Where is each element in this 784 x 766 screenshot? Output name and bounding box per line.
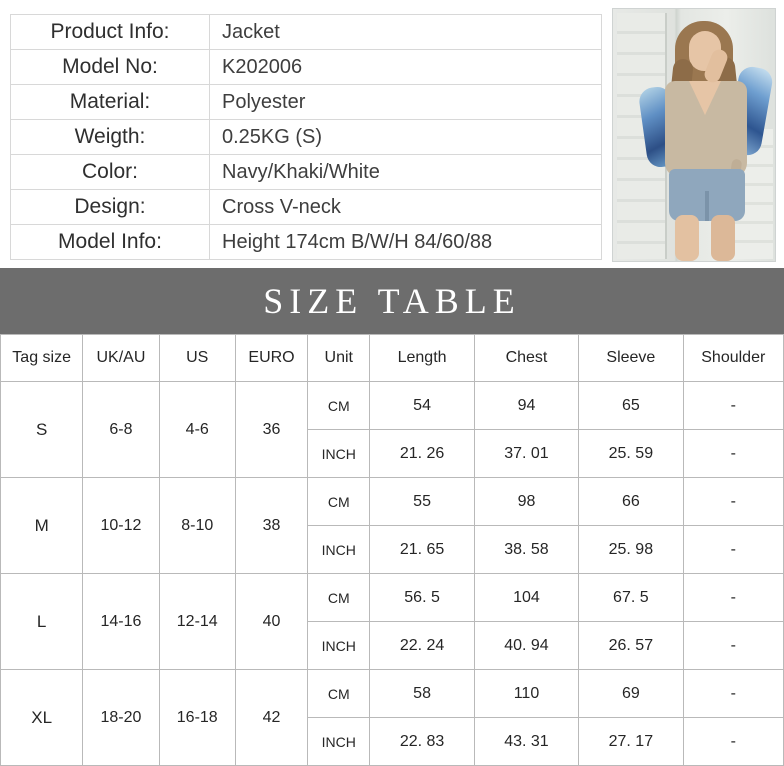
cell-us: 12-14 <box>159 574 235 670</box>
cell-uk-au: 6-8 <box>83 382 159 478</box>
cell-tag-size: M <box>1 478 83 574</box>
cell-sleeve: 25. 59 <box>579 430 683 478</box>
cell-chest: 38. 58 <box>474 526 578 574</box>
table-row <box>11 120 602 155</box>
cell-chest: 104 <box>474 574 578 622</box>
table-row <box>1 382 784 430</box>
column-header-us: US <box>159 335 235 382</box>
size-table <box>0 334 784 766</box>
cell-length: 22. 24 <box>370 622 474 670</box>
cell-length: 21. 65 <box>370 526 474 574</box>
column-header-sleeve: Sleeve <box>579 335 683 382</box>
product-info-value: K202006 <box>210 50 602 85</box>
product-info-value: 0.25KG (S) <box>210 120 602 155</box>
cell-uk-au: 18-20 <box>83 670 159 766</box>
size-table-title-band <box>0 268 784 334</box>
cell-shoulder: - <box>683 574 783 622</box>
cell-unit: INCH <box>308 718 370 766</box>
cell-tag-size: XL <box>1 670 83 766</box>
column-header-euro: EURO <box>235 335 307 382</box>
cell-uk-au: 14-16 <box>83 574 159 670</box>
cell-sleeve: 26. 57 <box>579 622 683 670</box>
product-info-section <box>0 0 784 268</box>
cell-unit: CM <box>308 574 370 622</box>
model-photo <box>612 8 776 262</box>
cell-us: 16-18 <box>159 670 235 766</box>
product-info-label: Design: <box>11 190 210 225</box>
cell-shoulder: - <box>683 382 783 430</box>
cell-length: 58 <box>370 670 474 718</box>
table-row <box>11 225 602 260</box>
cell-shoulder: - <box>683 718 783 766</box>
product-info-value: Navy/Khaki/White <box>210 155 602 190</box>
product-info-label: Model Info: <box>11 225 210 260</box>
product-info-label: Model No: <box>11 50 210 85</box>
product-info-label: Color: <box>11 155 210 190</box>
cell-sleeve: 25. 98 <box>579 526 683 574</box>
cell-chest: 37. 01 <box>474 430 578 478</box>
cell-uk-au: 10-12 <box>83 478 159 574</box>
cell-chest: 43. 31 <box>474 718 578 766</box>
cell-length: 22. 83 <box>370 718 474 766</box>
cell-chest: 98 <box>474 478 578 526</box>
page-title: SIZE TABLE <box>263 281 521 321</box>
table-row <box>11 155 602 190</box>
product-info-value: Cross V-neck <box>210 190 602 225</box>
cell-shoulder: - <box>683 670 783 718</box>
table-row <box>11 50 602 85</box>
cell-length: 54 <box>370 382 474 430</box>
cell-sleeve: 27. 17 <box>579 718 683 766</box>
model-leg-right <box>711 215 735 261</box>
product-info-label: Weigth: <box>11 120 210 155</box>
product-info-label: Material: <box>11 85 210 120</box>
cell-euro: 38 <box>235 478 307 574</box>
cell-tag-size: L <box>1 574 83 670</box>
product-info-value: Jacket <box>210 15 602 50</box>
cell-unit: CM <box>308 670 370 718</box>
table-row <box>11 190 602 225</box>
cell-shoulder: - <box>683 478 783 526</box>
cell-tag-size: S <box>1 382 83 478</box>
table-row <box>1 478 784 526</box>
product-info-label: Product Info: <box>11 15 210 50</box>
table-row <box>1 670 784 718</box>
cell-shoulder: - <box>683 526 783 574</box>
column-header-uk-au: UK/AU <box>83 335 159 382</box>
cell-unit: CM <box>308 382 370 430</box>
cell-sleeve: 65 <box>579 382 683 430</box>
cell-length: 21. 26 <box>370 430 474 478</box>
cell-chest: 40. 94 <box>474 622 578 670</box>
cell-chest: 94 <box>474 382 578 430</box>
size-table-header-row <box>1 335 784 382</box>
column-header-length: Length <box>370 335 474 382</box>
cell-euro: 40 <box>235 574 307 670</box>
cell-shoulder: - <box>683 430 783 478</box>
table-row <box>11 15 602 50</box>
cell-sleeve: 67. 5 <box>579 574 683 622</box>
cell-us: 8-10 <box>159 478 235 574</box>
cell-euro: 42 <box>235 670 307 766</box>
cell-unit: CM <box>308 478 370 526</box>
cell-shoulder: - <box>683 622 783 670</box>
table-row <box>11 85 602 120</box>
product-info-value: Height 174cm B/W/H 84/60/88 <box>210 225 602 260</box>
model-leg-left <box>675 215 699 261</box>
cell-euro: 36 <box>235 382 307 478</box>
cell-sleeve: 66 <box>579 478 683 526</box>
column-header-chest: Chest <box>474 335 578 382</box>
cell-us: 4-6 <box>159 382 235 478</box>
cell-unit: INCH <box>308 622 370 670</box>
cell-chest: 110 <box>474 670 578 718</box>
model-shorts <box>669 169 745 221</box>
column-header-unit: Unit <box>308 335 370 382</box>
cell-unit: INCH <box>308 430 370 478</box>
table-row <box>1 574 784 622</box>
cell-length: 55 <box>370 478 474 526</box>
column-header-tag-size: Tag size <box>1 335 83 382</box>
product-info-table <box>10 14 602 260</box>
cell-unit: INCH <box>308 526 370 574</box>
column-header-shoulder: Shoulder <box>683 335 783 382</box>
product-info-value: Polyester <box>210 85 602 120</box>
cell-length: 56. 5 <box>370 574 474 622</box>
cell-sleeve: 69 <box>579 670 683 718</box>
